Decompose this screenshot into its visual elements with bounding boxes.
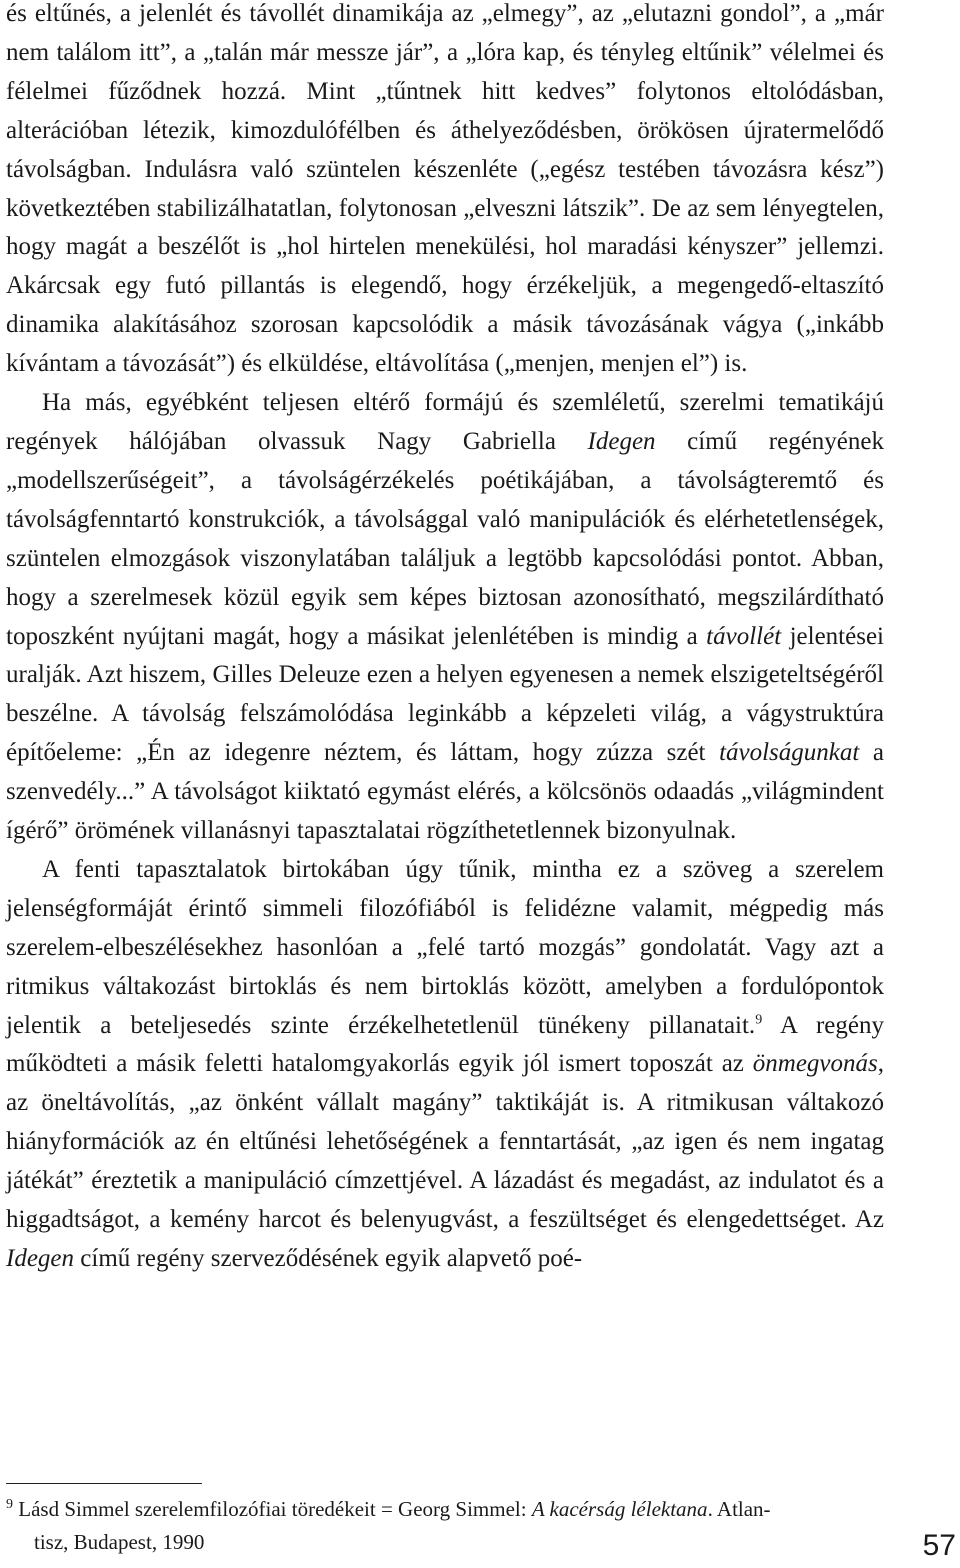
text-run: Lásd Simmel szerelemfilozófiai töredékeit = Georg Simmel: [18,1497,532,1521]
footnote-rule [6,1483,202,1484]
text-run: című regényének „modellszerűségeit”, a távolságérzékelés poétikájában, a távolságteremtő és távolságfenntartó konstrukciók, a távolsággal való manipulációk és elérhetetlenségek, szüntelen elmozgások viszonylatában találjuk a legtöbb kapcsolódási pontot. Abban, hogy a szerelmesek közül egyik sem képes biztosan azonosítható, megszilárdítható toposzként nyújtani magát, hogy a másikat jelenlétében is mindig a [6,427,884,650]
text-run: és eltűnés, a jelenlét és távollét dinamikája az „elmegy”, az „elutazni gondol”, a „már nem találom itt”, a „talán már messze jár”, a „lóra kap, és tényleg eltűnik” vélelmei és félelmei fűződnek hozzá. Mint „tűntnek hitt kedves” folytonos eltolódásban, alterációban létezik, kimozdulófélben és áthelyeződésben, örökösen újratermelődő távolságban. Indulásra való szüntelen készenléte („egész testében távozásra kész”) következtében stabilizálhatatlan, folytonosan „elveszni látszik”. De az sem lényegtelen, hogy magát a beszélőt is „hol hirtelen menekülési, hol maradási kényszer” jellemzi. Akárcsak egy futó pillantás is elegendő, hogy érzékeljük, a megengedő-eltaszító dinamika alakításához szorosan kapcsolódik a másik távozásának vágya („inkább kívántam a távozását”) és elküldése, eltávolítása („menjen, menjen el”) is. [6,0,884,378]
text-run: jelentései uralják. Azt hiszem, Gilles Deleuze ezen a helyen egyenesen a nemek elszigeteltségéről beszélne. A távolság felszámolódása leginkább a képzeleti világ, a vágystruktúra építőeleme: „Én az idegenre néztem, és láttam, hogy zúzza szét [6,622,884,767]
italic-text: távollét [706,622,782,650]
text-run: című regény szerveződésének egyik alapvető poé- [74,1245,583,1272]
footnote-number: 9 [6,1497,13,1512]
paragraph [6,851,884,1279]
paragraph [6,0,884,384]
italic-text: Idegen [587,427,656,455]
body-text [6,0,884,1279]
text-run: . Atlan- [707,1497,771,1521]
text-run: A fenti tapasztalatok birtokában úgy tűnik, mintha ez a szöveg a szerelem jelenségformáját érintő simmeli filozófiából is felidézne valamit, mégpedig más szerelem-elbeszélésekhez hasonlóan a „felé tartó mozgás” gondolatát. Vagy azt a ritmikus váltakozást birtoklás és nem birtoklás között, amelyben a fordulópontok jelentik a beteljesedés szinte érzékelhetetlenül tünékeny pillanatait. [6,855,884,1039]
footnote [6,1493,884,1559]
paragraph [6,384,884,851]
italic-text: Idegen [6,1245,75,1272]
page-number: 57 [922,1529,956,1562]
footnote-text [18,1497,770,1521]
italic-text: önmegvonás [752,1050,878,1078]
footnote-reference: 9 [755,1012,763,1028]
text-run: A regény működteti a másik feletti hatalomgyakorlás egyik jól ismert toposzát az [6,1011,884,1078]
footnote-continuation: tisz, Budapest, 1990 [34,1530,205,1554]
text-run: Ha más, egyébként teljesen eltérő formájú és szemléletű, szerelmi tematikájú regények hálójában olvassuk Nagy Gabriella [6,389,884,455]
italic-text: távolságunkat [719,739,860,767]
italic-text: A kacérság lélektana [531,1497,708,1521]
text-run: , az öneltávolítás, „az önként vállalt magány” taktikáját is. A ritmikusan váltakozó hiányformációk az én eltűnési lehetőségének a fenntartását, „az igen és nem ingatag játékát” éreztetik a manipuláció címzettjével. A lázadást és megadást, az indulatot és a higgadtságot, a kemény harcot és belenyugvást, a feszültséget és elengedettséget. Az [6,1050,884,1234]
text-run: a szenvedély...” A távolságot kiiktató egymást elérés, a kölcsönös odaadás „világmindent ígérő” örömének villanásnyi tapasztalatai rögzíthetetlennek bizonyulnak. [6,739,884,845]
